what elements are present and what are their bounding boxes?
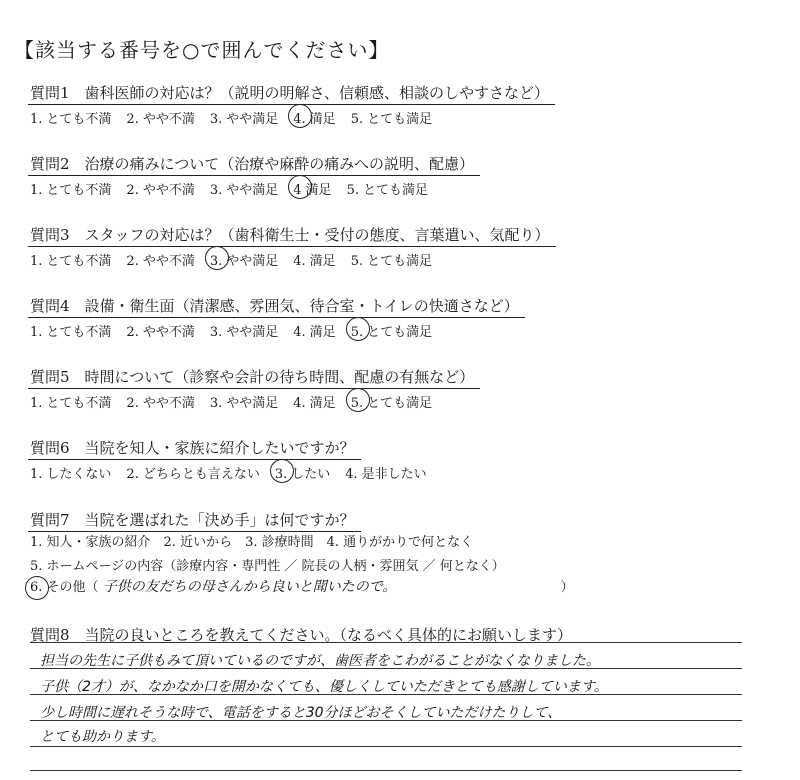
option-number: 1. [30,396,43,411]
option-number: 5. [350,396,364,411]
question-6-options [30,463,442,482]
option-label: やや満足 [226,396,279,411]
option-number: 1. [30,112,43,127]
option [210,108,278,127]
question-2-title: 質問2 治療の痛みについて（治療や麻酔の痛みへの説明、配慮） [28,153,480,176]
option [351,108,432,127]
option [126,392,194,411]
option-label: とても満足 [367,325,433,340]
question-5-title: 質問5 時間について（診察や会計の待ち時間、配慮の有無など） [28,366,480,389]
option-label: やや満足 [226,254,279,269]
question-7-other-number: 6. [30,580,43,595]
question-7-title: 質問7 当院を選ばれた「決め手」は何ですか？ [28,509,361,532]
question-7-other-close: ） [560,580,574,595]
option [351,250,432,269]
question-1-options [30,108,447,127]
question-8-answer-line: 少し時間に遅れそうな時で、電話をすると30分ほどおそくしていただけたりして、 [40,705,562,721]
question-2-options [30,179,443,198]
option-label: やや不満 [142,254,195,269]
option-number: 4. [345,467,358,482]
option [30,250,111,269]
option-number: 3. [209,396,223,411]
option-number: 5. [350,112,364,127]
option-number: 3. [209,325,223,340]
option-label: やや不満 [142,325,195,340]
option-label: とても不満 [46,183,112,198]
option [210,321,278,340]
question-6-title: 質問6 当院を知人・家族に紹介したいですか？ [28,437,361,460]
option-label: 満足 [309,325,336,340]
option-label: したい [291,467,331,482]
option-number: 4. [293,396,306,411]
question-7-selected-option [30,580,42,595]
selected-option [210,250,278,269]
question-3-title: 質問3 スタッフの対応は？（歯科衛生士・受付の態度、言葉遣い、気配り） [28,224,556,247]
option-label: とても不満 [46,325,112,340]
option-number: 1. [30,325,43,340]
option-label: とても不満 [46,254,112,269]
option-number: 5. [346,183,359,198]
option-label: やや不満 [142,396,195,411]
option-label: 満足 [305,183,332,198]
option-label: 満足 [309,254,336,269]
option-number: 3. [209,112,223,127]
option-label: やや満足 [226,325,279,340]
option [30,321,111,340]
question-7-other-handwriting: 子供の友だちの母さんから良いと聞いたので。 [102,579,397,595]
question-5-options [30,392,447,411]
option [30,463,111,482]
selected-option [275,463,330,482]
option-number: 5. [350,254,364,269]
option [30,179,111,198]
option-number: 3. [274,467,288,482]
selected-option [351,321,432,340]
option [126,463,259,482]
option [126,179,194,198]
option [345,463,426,482]
selected-option [293,108,335,127]
option-label: とても不満 [46,112,112,127]
option-label: どちらとも言えない [142,467,260,482]
selected-option [293,179,331,198]
question-8-title: 質問8 当院の良いところを教えてください。（なるべく具体的にお願いします） [30,626,573,644]
question-8-answer-line: とても助かります。 [40,729,165,745]
answer-rule-0 [30,642,742,643]
option-label: やや不満 [142,183,195,198]
question-7-other-row [30,576,574,596]
option [210,179,278,198]
option-number: 5. [350,325,364,340]
option [30,392,111,411]
question-1-title: 質問1 歯科医師の対応は？（説明の明解さ、信頼感、相談のしやすさなど） [28,82,555,105]
option [293,392,335,411]
option-label: とても不満 [46,396,112,411]
option [30,108,111,127]
option-number: 4 [293,183,302,198]
question-8-answer-line: 担当の先生に子供もみて頂いているのですが、歯医者をこわがることがなくなりました。 [40,653,600,669]
option-label: 満足 [309,396,336,411]
question-7-other-label: その他（ [46,580,99,595]
question-3-options [30,250,447,269]
question-7-options-row-1: 1. 知人・家族の紹介 2. 近いから 3. 診療時間 4. 通りがかりで何となく [30,535,474,550]
option-number: 1. [30,467,43,482]
question-8-answer-line: 子供（2才）が、なかなか口を開かなくても、優しくしていただきとても感謝しています。 [40,679,608,695]
option [347,179,428,198]
option [126,321,194,340]
option-label: 是非したい [361,467,427,482]
option-number: 3. [209,254,223,269]
option [293,321,335,340]
option [126,250,194,269]
option-number: 1. [30,254,43,269]
option-label: やや満足 [226,112,279,127]
option-label: とても満足 [362,183,428,198]
option-number: 2. [126,183,139,198]
option-number: 4. [293,112,306,127]
option-number: 2. [126,254,139,269]
option-label: とても満足 [367,112,433,127]
option-number: 2. [126,467,139,482]
option-label: したくない [46,467,112,482]
survey-header: 【該当する番号を○で囲んでください】 [14,38,390,62]
question-4-title: 質問4 設備・衛生面（清潔感、雰囲気、待合室・トイレの快適さなど） [28,295,525,318]
option-number: 4. [293,325,306,340]
option-number: 1. [30,183,43,198]
option [293,250,335,269]
option-label: とても満足 [367,396,433,411]
option-number: 3. [209,183,223,198]
option [210,392,278,411]
option-label: やや不満 [142,112,195,127]
selected-option [351,392,432,411]
option-number: 2. [126,325,139,340]
question-4-options [30,321,447,340]
option-number: 2. [126,396,139,411]
option-label: とても満足 [367,254,433,269]
question-7-options-row-2: 5. ホームページの内容（診療内容・専門性 ／ 院長の人柄・雰囲気 ／ 何となく） [30,559,505,574]
option-number: 2. [126,112,139,127]
option-number: 4. [293,254,306,269]
option-label: 満足 [309,112,336,127]
option-label: やや満足 [226,183,279,198]
answer-rule-5 [30,770,742,771]
answer-rule-4 [30,746,742,747]
option [126,108,194,127]
